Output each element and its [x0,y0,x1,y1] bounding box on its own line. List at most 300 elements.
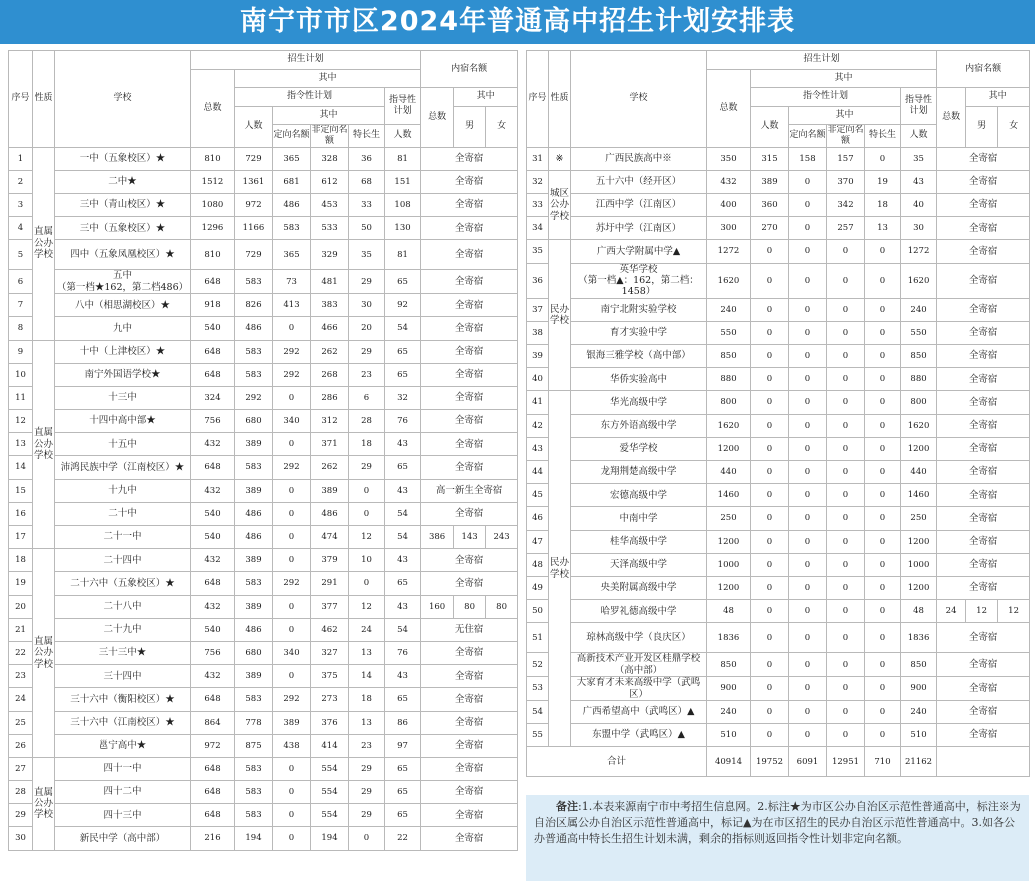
non-targeted-count: 157 [827,147,865,170]
total-count: 1620 [707,414,751,437]
dorm-status: 全寄宿 [937,193,1030,216]
non-targeted-count: 554 [311,781,349,804]
total-count: 540 [191,317,235,340]
directive-count: 194 [235,827,273,850]
row-number: 32 [527,170,549,193]
non-targeted-count: 342 [827,193,865,216]
non-targeted-count: 554 [311,757,349,780]
non-targeted-count: 377 [311,595,349,618]
table-row [9,641,518,664]
targeted-count: 0 [789,345,827,368]
targeted-count: 0 [789,484,827,507]
dorm-status: 全寄宿 [937,391,1030,414]
total-count: 1272 [707,240,751,263]
header-guiding: 指导性计划 [901,88,937,125]
total-count: 648 [191,688,235,711]
guiding-count: 35 [901,147,937,170]
row-number: 44 [527,461,549,484]
special-count: 18 [349,433,385,456]
dorm-status: 全寄宿 [421,410,518,433]
guiding-count: 43 [385,595,421,618]
special-count: 0 [349,827,385,850]
non-targeted-count: 0 [827,724,865,747]
school-name: 大家育才未来高级中学（武鸣区） [571,677,707,701]
table-row [527,677,1030,701]
directive-count: 0 [751,368,789,391]
non-targeted-count: 0 [827,530,865,553]
non-targeted-count: 0 [827,700,865,723]
dorm-status: 全寄宿 [937,677,1030,701]
table-row [527,484,1030,507]
table-row [527,553,1030,576]
dorm-status: 全寄宿 [421,549,518,572]
special-count: 0 [865,345,901,368]
targeted-count: 0 [273,827,311,850]
directive-count: 729 [235,147,273,170]
directive-count: 0 [751,484,789,507]
table-row [9,433,518,456]
total-count: 324 [191,386,235,409]
school-name: 南宁北附实验学校 [571,298,707,321]
directive-count: 0 [751,298,789,321]
non-targeted-count: 262 [311,340,349,363]
table-row [9,781,518,804]
special-count: 0 [865,484,901,507]
row-number: 18 [9,549,33,572]
special-count: 29 [349,781,385,804]
special-count: 0 [865,507,901,530]
header-targeted: 定向名额 [789,125,827,148]
guiding-count: 800 [901,391,937,414]
guiding-count: 1620 [901,414,937,437]
special-count: 50 [349,217,385,240]
row-number: 25 [9,711,33,734]
directive-count: 389 [235,479,273,502]
dorm-status: 全寄宿 [937,700,1030,723]
header-dorm-total: 总数 [421,88,454,148]
targeted-count: 340 [273,641,311,664]
directive-count: 583 [235,804,273,827]
header-dorm: 内宿名额 [937,51,1030,88]
non-targeted-count: 257 [827,217,865,240]
special-count: 0 [865,653,901,677]
targeted-count: 486 [273,193,311,216]
school-name: 三十六中（衡阳校区）★ [55,688,191,711]
guiding-count: 32 [385,386,421,409]
school-name: 广西民族高中※ [571,147,707,170]
special-count: 0 [865,414,901,437]
guiding-count: 43 [385,433,421,456]
non-targeted-count: 370 [827,170,865,193]
targeted-count: 0 [789,437,827,460]
guiding-count: 850 [901,345,937,368]
directive-count: 583 [235,363,273,386]
total-count: 900 [707,677,751,701]
header-dorm: 内宿名额 [421,51,518,88]
row-number: 23 [9,665,33,688]
special-count: 20 [349,317,385,340]
row-number: 51 [527,623,549,653]
directive-count: 0 [751,507,789,530]
totals-guiding: 21162 [901,747,937,777]
table-header [527,51,1030,148]
special-count: 10 [349,549,385,572]
guiding-count: 65 [385,572,421,595]
footnote-label: 备注 [556,800,578,813]
targeted-count: 0 [789,240,827,263]
school-name: 江西中学（江南区） [571,193,707,216]
total-count: 216 [191,827,235,850]
left-table-section [8,50,517,851]
non-targeted-count: 474 [311,526,349,549]
special-count: 30 [349,294,385,317]
dorm-status: 全寄宿 [421,711,518,734]
directive-count: 360 [751,193,789,216]
table-row [527,193,1030,216]
guiding-count: 65 [385,270,421,294]
dorm-status: 全寄宿 [937,414,1030,437]
table-row [9,572,518,595]
dorm-status: 全寄宿 [937,345,1030,368]
guiding-count: 81 [385,240,421,270]
special-count: 0 [865,263,901,298]
total-count: 810 [191,240,235,270]
school-name: 二十九中 [55,618,191,641]
non-targeted-count: 371 [311,433,349,456]
totals-targeted: 6091 [789,747,827,777]
special-count: 12 [349,595,385,618]
dorm-status: 全寄宿 [421,502,518,525]
non-targeted-count: 0 [827,345,865,368]
guiding-count: 22 [385,827,421,850]
row-number: 30 [9,827,33,850]
targeted-count: 0 [789,321,827,344]
row-number: 24 [9,688,33,711]
total-count: 1200 [707,437,751,460]
guiding-count: 65 [385,456,421,479]
non-targeted-count: 0 [827,553,865,576]
directive-count: 583 [235,572,273,595]
row-number: 2 [9,170,33,193]
non-targeted-count: 0 [827,240,865,263]
school-name: 苏圩中学（江南区） [571,217,707,240]
guiding-count: 65 [385,804,421,827]
special-count: 29 [349,804,385,827]
special-count: 0 [865,461,901,484]
dorm-status: 全寄宿 [421,294,518,317]
non-targeted-count: 273 [311,688,349,711]
table-row [527,461,1030,484]
directive-count: 875 [235,734,273,757]
row-number: 37 [527,298,549,321]
total-count: 648 [191,781,235,804]
school-name: 宏德高级中学 [571,484,707,507]
guiding-count: 76 [385,410,421,433]
school-name: 龙翔荆楚高级中学 [571,461,707,484]
dorm-status: 全寄宿 [421,193,518,216]
dorm-status: 全寄宿 [421,170,518,193]
special-count: 0 [865,677,901,701]
guiding-count: 1836 [901,623,937,653]
guiding-count: 240 [901,700,937,723]
targeted-count: 365 [273,147,311,170]
header-dorm-total: 总数 [937,88,966,148]
targeted-count: 0 [789,600,827,623]
header-school: 学校 [55,51,191,148]
non-targeted-count: 0 [827,653,865,677]
special-count: 0 [865,576,901,599]
table-row [9,827,518,850]
directive-count: 0 [751,391,789,414]
targeted-count: 389 [273,711,311,734]
guiding-count: 65 [385,340,421,363]
special-count: 36 [349,147,385,170]
table-body-left [9,147,518,850]
guiding-count: 86 [385,711,421,734]
targeted-count: 0 [789,217,827,240]
guiding-count: 54 [385,502,421,525]
school-name: 天泽高级中学 [571,553,707,576]
special-count: 0 [865,391,901,414]
dorm-status: 全寄宿 [937,170,1030,193]
totals-dorm [937,747,1030,777]
row-number: 47 [527,530,549,553]
dorm-status: 全寄宿 [937,298,1030,321]
guiding-count: 54 [385,317,421,340]
directive-count: 0 [751,263,789,298]
row-number: 14 [9,456,33,479]
directive-count: 0 [751,700,789,723]
total-count: 432 [191,479,235,502]
table-row [9,193,518,216]
school-nature: 直属公办学校 [33,340,55,549]
school-name: 十四中高中部★ [55,410,191,433]
dorm-total: 386 [421,526,454,549]
guiding-count: 440 [901,461,937,484]
table-row [9,479,518,502]
row-number: 33 [527,193,549,216]
row-number: 55 [527,724,549,747]
special-count: 23 [349,734,385,757]
header-plan: 招生计划 [707,51,937,70]
school-name: 中南中学 [571,507,707,530]
directive-count: 389 [751,170,789,193]
total-count: 440 [707,461,751,484]
header-male: 男 [966,106,998,147]
targeted-count: 0 [273,386,311,409]
row-number: 29 [9,804,33,827]
school-name: 新民中学（高中部） [55,827,191,850]
targeted-count: 0 [273,665,311,688]
dorm-status: 全寄宿 [937,263,1030,298]
directive-count: 0 [751,414,789,437]
directive-count: 389 [235,665,273,688]
school-name: 英华学校 （第一档▲：162，第二档：1458） [571,263,707,298]
guiding-count: 30 [901,217,937,240]
school-name: 桂华高级中学 [571,530,707,553]
footnote: 备注:1.本表来源南宁市中考招生信息网。2.标注★为市区公办自治区示范性普通高中，标注※为自治区属公办自治区示范性普通高中，标记▲为在市区招生的民办自治区示范性普通高中。3.如各公办普通高中特长生招生计划未满，剩余的指标则返回指令性计划非定向名额。 [526,795,1029,881]
directive-count: 389 [235,549,273,572]
dorm-male: 80 [454,595,486,618]
directive-count: 1166 [235,217,273,240]
school-nature: 民办学校 [549,240,571,391]
guiding-count: 1200 [901,437,937,460]
totals-label: 合计 [527,747,707,777]
row-number: 41 [527,391,549,414]
dorm-female: 80 [486,595,518,618]
school-name: 广西大学附属中学▲ [571,240,707,263]
table-row [527,653,1030,677]
total-count: 48 [707,600,751,623]
dorm-status: 全寄宿 [421,734,518,757]
targeted-count: 413 [273,294,311,317]
totals-non-targeted: 12951 [827,747,865,777]
targeted-count: 0 [789,461,827,484]
header-dorm-of-which: 其中 [454,88,518,107]
special-count: 0 [349,502,385,525]
special-count: 0 [865,240,901,263]
directive-count: 0 [751,600,789,623]
dorm-status: 全寄宿 [421,665,518,688]
dorm-status: 全寄宿 [421,386,518,409]
special-count: 68 [349,170,385,193]
special-count: 0 [865,147,901,170]
directive-count: 0 [751,623,789,653]
school-name: 育才实验中学 [571,321,707,344]
guiding-count: 900 [901,677,937,701]
non-targeted-count: 414 [311,734,349,757]
row-number: 11 [9,386,33,409]
dorm-status: 全寄宿 [421,147,518,170]
targeted-count: 0 [789,623,827,653]
guiding-count: 880 [901,368,937,391]
dorm-status: 全寄宿 [937,576,1030,599]
totals-row [527,747,1030,777]
total-count: 1836 [707,623,751,653]
targeted-count: 0 [789,576,827,599]
row-number: 9 [9,340,33,363]
dorm-status: 全寄宿 [421,240,518,270]
total-count: 918 [191,294,235,317]
dorm-status: 全寄宿 [421,340,518,363]
table-body-right [527,147,1030,777]
table-row [527,414,1030,437]
directive-count: 389 [235,595,273,618]
total-count: 972 [191,734,235,757]
row-number: 27 [9,757,33,780]
header-directive: 指令性计划 [235,88,385,107]
directive-count: 315 [751,147,789,170]
row-number: 38 [527,321,549,344]
total-count: 1512 [191,170,235,193]
school-name: 爱华学校 [571,437,707,460]
guiding-count: 1200 [901,576,937,599]
table-row [527,217,1030,240]
targeted-count: 0 [789,368,827,391]
non-targeted-count: 533 [311,217,349,240]
non-targeted-count: 262 [311,456,349,479]
targeted-count: 292 [273,363,311,386]
header-school: 学校 [571,51,707,148]
special-count: 13 [865,217,901,240]
guiding-count: 97 [385,734,421,757]
school-nature: ※ [549,147,571,170]
header-female: 女 [486,106,518,147]
totals-special: 710 [865,747,901,777]
table-row [9,270,518,294]
targeted-count: 0 [789,700,827,723]
school-name: 琼林高级中学（良庆区） [571,623,707,653]
table-row [9,734,518,757]
guiding-count: 240 [901,298,937,321]
header-female: 女 [998,106,1030,147]
non-targeted-count: 612 [311,170,349,193]
row-number: 6 [9,270,33,294]
school-name: 三十六中（江南校区）★ [55,711,191,734]
table-row [9,363,518,386]
non-targeted-count: 328 [311,147,349,170]
targeted-count: 0 [789,507,827,530]
header-of-which: 其中 [751,69,937,88]
directive-count: 486 [235,526,273,549]
total-count: 810 [191,147,235,170]
table-row [527,147,1030,170]
header-targeted: 定向名额 [273,125,311,148]
school-name: 十三中 [55,386,191,409]
non-targeted-count: 0 [827,507,865,530]
header-count: 人数 [751,106,789,147]
directive-count: 486 [235,618,273,641]
targeted-count: 0 [789,193,827,216]
table-row [9,217,518,240]
row-number: 16 [9,502,33,525]
table-row [527,600,1030,623]
guiding-count: 81 [385,147,421,170]
header-seq: 序号 [527,51,549,148]
directive-count: 826 [235,294,273,317]
guiding-count: 1000 [901,553,937,576]
total-count: 540 [191,502,235,525]
table-row [9,340,518,363]
special-count: 29 [349,340,385,363]
targeted-count: 0 [273,549,311,572]
dorm-female: 12 [998,600,1030,623]
school-nature: 城区公办学校 [549,170,571,240]
total-count: 300 [707,217,751,240]
directive-count: 486 [235,317,273,340]
table-header [9,51,518,148]
directive-count: 0 [751,553,789,576]
header-nature: 性质 [549,51,571,148]
dorm-status: 全寄宿 [421,217,518,240]
targeted-count: 0 [273,479,311,502]
row-number: 54 [527,700,549,723]
dorm-status: 全寄宿 [421,270,518,294]
header-dorm-of-which: 其中 [966,88,1030,107]
footnote-text: 1.本表来源南宁市中考招生信息网。2.标注★为市区公办自治区示范性普通高中，标注※为自治区属公办自治区示范性普通高中，标记▲为在市区招生的民办自治区示范性普通高中。3.如各公办普通高中特长生招生计划未满，剩余的指标则返回指令性计划非定向名额。 [534,800,1021,845]
dorm-status: 全寄宿 [937,217,1030,240]
guiding-count: 250 [901,507,937,530]
school-name: 二十一中 [55,526,191,549]
guiding-count: 151 [385,170,421,193]
dorm-status: 无住宿 [421,618,518,641]
header-guide-count: 人数 [385,125,421,148]
school-name: 广西希望高中（武鸣区）▲ [571,700,707,723]
row-number: 36 [527,263,549,298]
school-name: 三十四中 [55,665,191,688]
total-count: 1000 [707,553,751,576]
total-count: 250 [707,507,751,530]
